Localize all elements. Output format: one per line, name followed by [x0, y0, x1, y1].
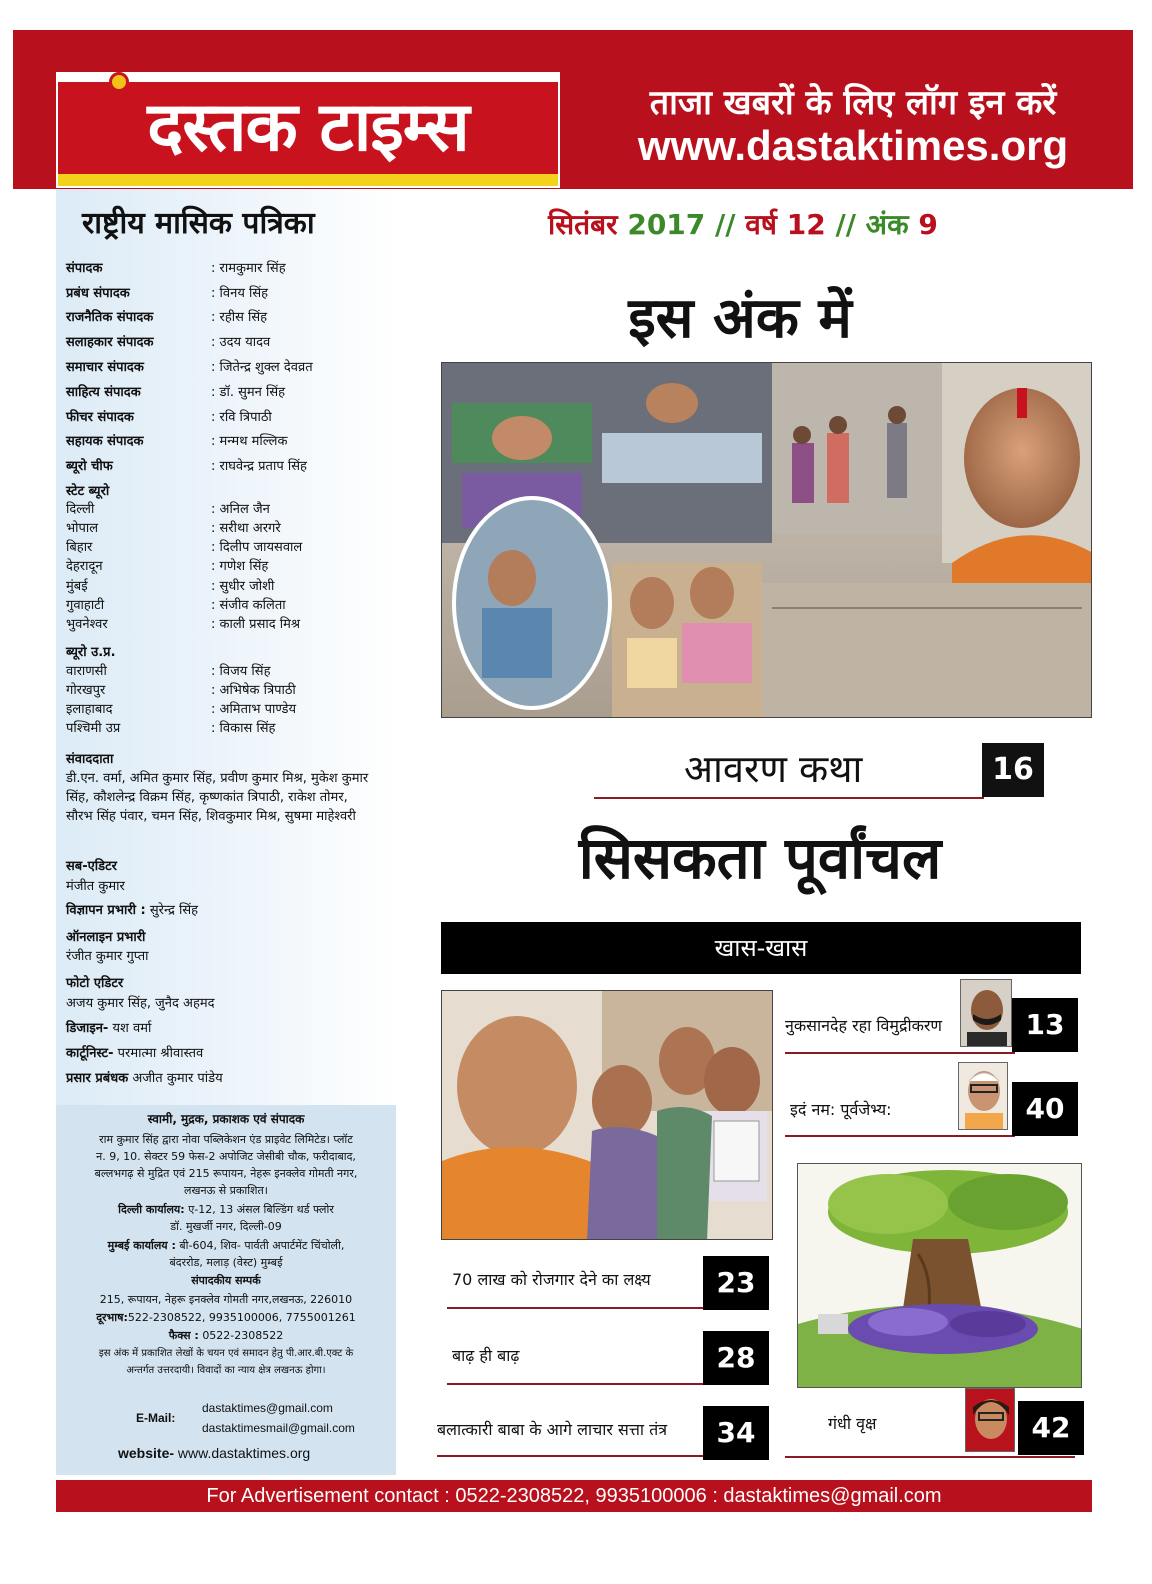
- sub-editor-name: मंजीत कुमार: [66, 879, 125, 894]
- story-title[interactable]: बलात्कारी बाबा के आगे लाचार सत्ता तंत्र: [437, 1420, 668, 1439]
- disclaimer-line: इस अंक में प्रकाशित लेखों के चयन एवं समादन हेतु पी.आर.बी.एक्ट के: [98, 1348, 354, 1359]
- staff-role: साहित्य संपादक: [66, 385, 141, 400]
- issue-info: [548, 205, 938, 243]
- email-label: E-Mail:: [136, 1411, 176, 1425]
- bureau-city: पश्चिमी उप्र: [66, 721, 121, 736]
- cover-story-title[interactable]: सिसकता पूर्वांचल: [578, 824, 942, 892]
- delhi-office: [64, 1201, 388, 1218]
- masthead-banner: [13, 30, 1133, 189]
- advertisement-contact-bar: For Advertisement contact : 0522-2308522, 9935100006 : dastaktimes@gmail.com: [56, 1480, 1092, 1512]
- cartoonist-name: परमात्मा श्रीवास्तव: [117, 1046, 204, 1061]
- issue-volume: 12: [786, 208, 826, 241]
- story-page-number[interactable]: 13: [1012, 998, 1078, 1052]
- bureau-city: गोरखपुर: [66, 683, 106, 698]
- author-photo: [960, 979, 1012, 1047]
- staff-name: : मन्मथ मल्लिक: [211, 434, 288, 449]
- tree-cartoon-image: [797, 1163, 1082, 1388]
- header-tagline: ताजा खबरों के लिए लॉग इन करें: [649, 83, 1057, 123]
- divider: [447, 1383, 704, 1385]
- bureau-person: : सरीथा अरगरे: [211, 521, 281, 536]
- circulation-role: प्रसार प्रबंधक: [66, 1071, 129, 1086]
- staff-role: फीचर संपादक: [66, 410, 134, 425]
- special-section-heading: खास-खास: [441, 922, 1081, 974]
- bureau-city: देहरादून: [66, 559, 103, 574]
- design-role: डिजाइन-: [66, 1021, 109, 1036]
- staff-name: : उदय यादव: [211, 335, 271, 350]
- divider: [437, 1455, 704, 1457]
- bureau-person: : विकास सिंह: [211, 721, 276, 736]
- contents-title: इस अंक में: [628, 286, 852, 351]
- cartoonist-row: [66, 1044, 386, 1063]
- sub-editor-heading: सब-एडिटर: [66, 859, 117, 874]
- staff-role: प्रबंध संपादक: [66, 286, 130, 301]
- delhi-office-label: दिल्ली कार्यालय:: [118, 1203, 185, 1216]
- staff-role: संपादक: [66, 261, 103, 276]
- staff-name: : राघवेन्द्र प्रताप सिंह: [211, 459, 307, 474]
- online-heading: ऑनलाइन प्रभारी: [66, 930, 146, 945]
- logo-flower-icon: [109, 72, 129, 92]
- bureau-city: मुंबई: [66, 579, 88, 594]
- author-photo: [958, 1062, 1008, 1130]
- story-page-number[interactable]: 42: [1018, 1401, 1084, 1455]
- bureau-city: भुवनेश्वर: [66, 617, 108, 632]
- cover-story-page-number[interactable]: 16: [982, 743, 1044, 797]
- bureau-city: दिल्ली: [66, 502, 95, 517]
- bureau-city: वाराणसी: [66, 664, 107, 679]
- tree-cartoon-illustration: [798, 1164, 1082, 1388]
- bureau-city: बिहार: [66, 540, 93, 555]
- fax-line: [64, 1327, 388, 1344]
- divider: [785, 1052, 1015, 1054]
- divider: [785, 1135, 1015, 1137]
- issue-volume-label: वर्ष: [745, 208, 777, 241]
- phone-line: [64, 1309, 388, 1326]
- state-bureau-heading: स्टेट ब्यूरो: [66, 484, 110, 499]
- bureau-person: : विजय सिंह: [211, 664, 271, 679]
- divider: [447, 1307, 704, 1309]
- issue-number: 9: [918, 208, 938, 241]
- publisher-line: न. 9, 10. सेक्टर 59 फेस-2 अपोजिट जेसीबी चौक, फरीदाबाद,: [96, 1150, 356, 1163]
- website-link[interactable]: www.dastaktimes.org: [177, 1445, 311, 1461]
- circulation-row: [66, 1069, 386, 1088]
- issue-month: सितंबर: [548, 208, 618, 241]
- issue-separator: //: [835, 208, 856, 241]
- fax-label: फैक्स :: [168, 1329, 199, 1342]
- email-address[interactable]: dastaktimes@gmail.com: [202, 1401, 333, 1415]
- bureau-city: गुवाहाटी: [66, 598, 105, 613]
- staff-name: : विनय सिंह: [211, 286, 269, 301]
- cover-story-label: आवरण कथा: [684, 747, 863, 791]
- staff-role: ब्यूरो चीफ: [66, 459, 113, 474]
- story-title[interactable]: नुकसानदेह रहा विमुद्रीकरण: [785, 1016, 943, 1035]
- publisher-line: लखनऊ से प्रकाशित।: [184, 1184, 268, 1197]
- author-photo-illustration: [966, 1389, 1015, 1452]
- story-page-number[interactable]: 23: [703, 1256, 769, 1310]
- staff-name: : जितेन्द्र शुक्ल देवव्रत: [211, 360, 313, 375]
- fax-number: 0522-2308522: [202, 1329, 284, 1342]
- logo: [56, 72, 560, 188]
- design-name: यश वर्मा: [112, 1021, 152, 1036]
- up-bureau-heading: ब्यूरो उ.प्र.: [66, 645, 116, 660]
- bureau-person: : अभिषेक त्रिपाठी: [211, 683, 296, 698]
- ad-incharge-role: विज्ञापन प्रभारी :: [66, 903, 146, 918]
- online-name: रंजीत कुमार गुप्ता: [66, 949, 149, 964]
- logo-stripe: [58, 174, 558, 186]
- employment-story-image: [441, 990, 773, 1240]
- circulation-name: अजीत कुमार पांडेय: [132, 1071, 223, 1086]
- design-row: [66, 1019, 386, 1038]
- story-title[interactable]: गंधी वृक्ष: [828, 1414, 877, 1433]
- bureau-person: : अनिल जैन: [211, 502, 270, 517]
- story-page-number[interactable]: 40: [1012, 1082, 1078, 1136]
- bureau-person: : अमिताभ पाण्डेय: [211, 702, 297, 717]
- phone-numbers: 522-2308522, 9935100006, 7755001261: [127, 1311, 356, 1324]
- bureau-city: भोपाल: [66, 521, 99, 536]
- phone-label: दूरभाष:: [96, 1311, 128, 1324]
- header-website[interactable]: www.dastaktimes.org: [637, 122, 1069, 169]
- story-page-number[interactable]: 28: [703, 1331, 769, 1385]
- photo-editor-heading: फोटो एडिटर: [66, 976, 124, 991]
- correspondents-list: डी.एन. वर्मा, अमित कुमार सिंह, प्रवीण कुमार मिश्र, मुकेश कुमार सिंह, कौशलेन्द्र विक्रम सिंह, कृष्णकांत त्रिपाठी, राकेश तोमर, सौरभ सिंह पंवार, चमन सिंह, शिवकुमार मिश्र, सुषमा माहेश्वरी: [66, 771, 369, 824]
- staff-name: : रवि त्रिपाठी: [211, 410, 272, 425]
- mumbai-office-address: बी-604, शिव- पार्वती अपार्टमेंट चिंचोली,: [179, 1239, 345, 1252]
- logo-text: दस्तक टाइम्स: [58, 82, 558, 174]
- mumbai-office-address-2: बंदररोड, मलाड़ (वेस्ट) मुम्बई: [169, 1256, 283, 1269]
- publisher-heading: स्वामी, मुद्रक, प्रकाशक एवं संपादक: [147, 1112, 305, 1126]
- publisher-line: राम कुमार सिंह द्वारा नोवा पब्लिकेशन एंड प्राइवेट लिमिटेड। प्लॉट: [99, 1133, 353, 1146]
- magazine-type: राष्ट्रीय मासिक पत्रिका: [82, 206, 315, 241]
- story-title[interactable]: 70 लाख को रोजगार देने का लक्ष्य: [452, 1270, 651, 1289]
- editorial-address: 215, रूपायन, नेहरू इनक्लेव गोमती नगर,लखनऊ, 226010: [99, 1293, 353, 1306]
- ad-incharge-row: [66, 901, 386, 920]
- story-page-number[interactable]: 34: [703, 1406, 769, 1460]
- bureau-person: : संजीव कलिता: [211, 598, 286, 613]
- publisher-line: बल्लभगढ़ से मुद्रित एवं 215 रूपायन, नेहरू इनक्लेव गोमती नगर,: [94, 1167, 358, 1180]
- website-label: website-: [118, 1445, 175, 1461]
- correspondents-heading: संवाददाता: [66, 752, 114, 767]
- story-title[interactable]: इदं नम: पूर्वजेभ्य:: [790, 1100, 892, 1119]
- employment-illustration: [442, 991, 773, 1240]
- issue-year: 2017: [627, 208, 706, 241]
- bureau-person: : काली प्रसाद मिश्र: [211, 617, 301, 632]
- bureau-person: : सुधीर जोशी: [211, 579, 275, 594]
- delhi-office-address-2: डॉ. मुखर्जी नगर, दिल्ली-09: [170, 1220, 282, 1233]
- staff-name: : रहीस सिंह: [211, 310, 268, 325]
- cover-story-collage-image: [441, 362, 1092, 718]
- bureau-person: : दिलीप जायसवाल: [211, 540, 303, 555]
- divider: [594, 797, 984, 799]
- issue-number-label: अंक: [865, 208, 909, 241]
- author-photo-illustration: [961, 980, 1012, 1047]
- mumbai-office-label: मुम्बई कार्यालय :: [107, 1239, 176, 1252]
- photo-editor-names: अजय कुमार सिंह, जुनैद अहमद: [66, 996, 215, 1011]
- staff-name: : डॉ. सुमन सिंह: [211, 385, 286, 400]
- cartoonist-role: कार्टूनिस्ट-: [66, 1046, 114, 1061]
- publisher-info-box: [56, 1105, 396, 1475]
- bureau-city: इलाहाबाद: [66, 702, 113, 717]
- staff-role: सहायक संपादक: [66, 434, 144, 449]
- staff-role: सलाहकार संपादक: [66, 335, 154, 350]
- author-photo: [965, 1388, 1015, 1452]
- staff-name: : रामकुमार सिंह: [211, 261, 286, 276]
- story-title[interactable]: बाढ़ ही बाढ़: [452, 1346, 520, 1365]
- disclaimer-line: अन्तर्गत उत्तरदायी। विवादों का न्याय क्षेत्र लखनऊ होगा।: [126, 1365, 326, 1376]
- delhi-office-address: ए-12, 13 अंसल बिल्डिंग थर्ड फ्लोर: [188, 1203, 334, 1216]
- staff-role: राजनैतिक संपादक: [66, 310, 154, 325]
- email-address[interactable]: dastaktimesmail@gmail.com: [202, 1421, 355, 1435]
- staff-role: समाचार संपादक: [66, 360, 144, 375]
- author-photo-illustration: [959, 1063, 1008, 1130]
- ad-incharge-name: सुरेन्द्र सिंह: [149, 903, 199, 918]
- issue-separator: //: [715, 208, 736, 241]
- collage-illustration: [442, 363, 1092, 718]
- bureau-person: : गणेश सिंह: [211, 559, 269, 574]
- website-line: [118, 1445, 310, 1461]
- editorial-contact-heading: संपादकीय सम्पर्क: [191, 1274, 261, 1287]
- mumbai-office: [64, 1237, 388, 1254]
- divider: [785, 1456, 1075, 1458]
